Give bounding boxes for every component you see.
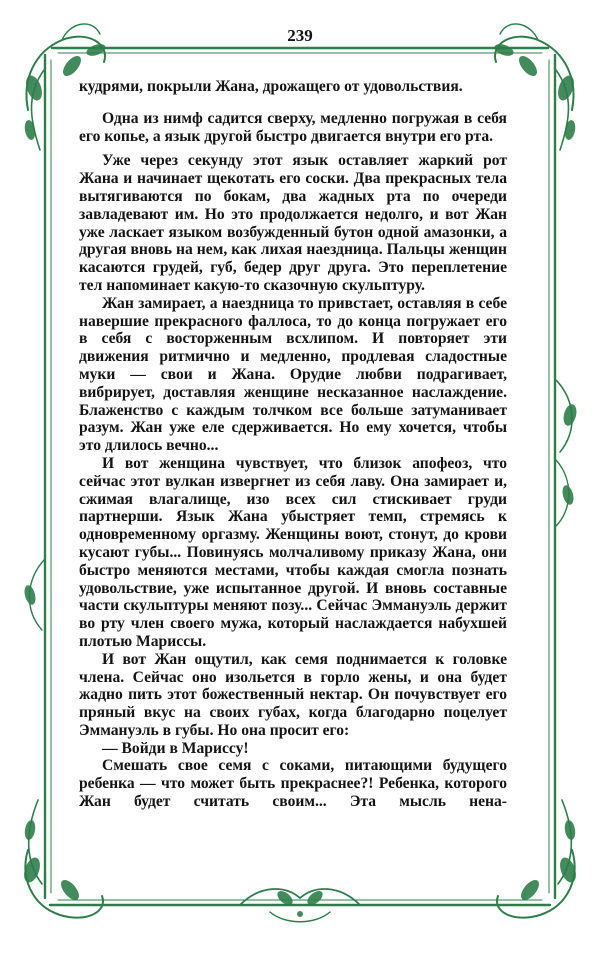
paragraph-5: И вот женщина чувствует, что близок апофеоз, что сейчас этот вулкан извергнет из себя лаву. Она замирает и, сжимая влагалище, изо всех сил стискивает груди партнерши. Язык Жана убыстряет темп, стремясь к одновременному оргазму. Женщины воют, стонут, до крови кусают губы... Повинуясь молчаливому приказу Жана, они быстро меняются местами, чтобы каждая смогла познать удовольствие, уже испытанное другой. И вновь составные части скульптуры меняют позу... Сейчас Эммануэль держит во рту член своего мужа, который наслаждается набухшей плотью Мариссы. [79,454,507,650]
paragraph-4: Жан замирает, а наездница то привстает, оставляя в себе навершие прекрасного фаллоса, то до конца погружает его в себя с восторженным всхлипом. И повторяет эти движения ритмично и медленно, продлевая сладостные муки — свои и Жана. Орудие любви подрагивает, вибрирует, доставляя женщине несказанное наслаждение. Блаженство с каждым толчком все больше затуманивает разум. Жан уже еле сдерживается. Но ему хочется, чтобы это длилось вечно... [79,294,507,455]
paragraph-1: кудрями, покрыли Жана, дрожащего от удовольствия. [79,78,463,95]
paragraph-6: И вот Жан ощутил, как семя поднимается к головке члена. Сейчас оно изольется в горло жены, и она будет жадно пить этот божественный нектар. Он почувствует его пряный вкус на своих губах, когда благодарно поцелует Эммануэль в губы. Но она просит его: [79,650,507,739]
body-text [79,78,507,811]
paragraph-2: Одна из нимф садится сверху, медленно погружая в себя его копье, а язык другой быстро двигается внутри его рта. [79,109,507,145]
paragraph-7: — Войди в Мариссу! [102,739,249,757]
page-number: 239 [287,26,313,45]
paragraph-8: Смешать свое семя с соками, питающими будущего ребенка — что может быть прекраснее?! Ребенка, которого Жан будет считать своим... Эта мысль нена- [79,757,507,811]
paragraph-3: Уже через секунду этот язык оставляет жаркий рот Жана и начинает щекотать его соски. Два прекрасных тела вытягиваются по бокам, два жадных рта по очереди завладевают им. Но это продолжается недолго, и вот Жан уже ласкает языком возбужденный бутон одной амазонки, а другая вновь на нем, как лихая наездница. Пальцы женщин касаются грудей, губ, бедер друг друга. Это переплетение тел напоминает какую-то сказочную скульптуру. [79,152,507,294]
